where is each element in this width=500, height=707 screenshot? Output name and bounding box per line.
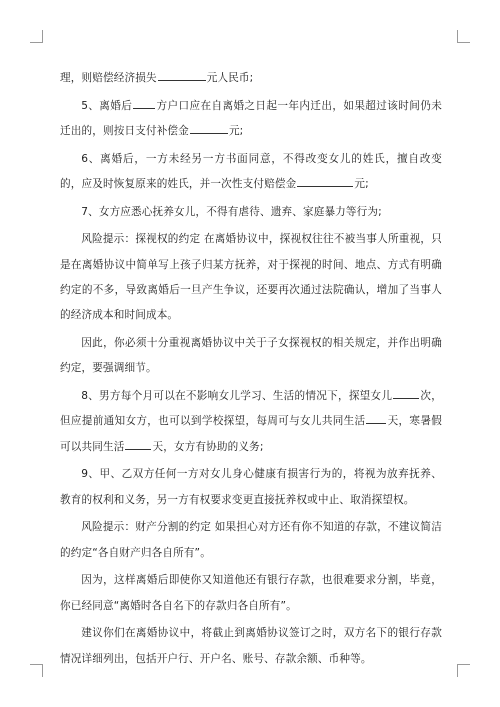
paragraph-text: 7、女方应悉心抚养女儿，不得有虐待、遗弃、家庭暴力等行为;: [81, 205, 382, 218]
fill-in-blank: [133, 96, 155, 109]
paragraph-text: 元;: [228, 125, 244, 137]
paragraph-p1: [60, 66, 442, 91]
paragraph-p8: [60, 462, 442, 513]
paragraph-p2: [60, 94, 442, 145]
paragraph-text: 风险提示：财产分割的约定 如果担心对方还有你不知道的存款，不建议简洁的约定“各自财产归各自所有”。: [60, 521, 442, 559]
paragraph-text: 元人民币;: [206, 72, 254, 84]
crop-mark-bottom-left: [30, 664, 43, 677]
paragraph-text: 次，但应提前通知女方，也可以到学校探望，每周可与女儿共同生活: [60, 390, 442, 428]
paragraph-p10: [60, 568, 442, 619]
document-body: [60, 66, 442, 674]
paragraph-text: 6、离婚后，一方未经另一方书面同意，不得改变女儿的姓氏，擅自改变的，应及时恢复原来的姓氏，并一次性支付赔偿金: [60, 152, 442, 190]
paragraph-text: 5、离婚后: [81, 99, 133, 112]
paragraph-p4: [60, 200, 442, 225]
paragraph-text: 天，女方有协助的义务;: [152, 440, 264, 453]
paragraph-p6: [60, 331, 442, 382]
paragraph-text: 天，寒暑假可以共同生活: [60, 415, 442, 453]
fill-in-blank: [393, 386, 419, 399]
crop-mark-top-right: [457, 30, 470, 43]
paragraph-text: 8、男方每个月可以在不影响女儿学习、生活的情况下，探望女儿: [81, 390, 393, 402]
paragraph-p5: [60, 227, 442, 329]
paragraph-text: 9、甲、乙双方任何一方对女儿身心健康有损害行为的，将视为放弃抚养、教育的权利和义务，另一方有权要求变更直接抚养权或中止、取消探望权。: [60, 468, 442, 506]
paragraph-p7: [60, 384, 442, 460]
crop-mark-top-left: [30, 30, 43, 43]
paragraph-p9: [60, 515, 442, 566]
paragraph-p3: [60, 147, 442, 198]
paragraph-text: 建议你们在离婚协议中，将截止到离婚协议签订之时，双方名下的银行存款情况详细列出，包括开户行、开户名、账号、存款余额、币种等。: [60, 627, 442, 665]
paragraph-text: 元;: [354, 178, 369, 190]
paragraph-text: 理，则赔偿经济损失: [60, 72, 157, 84]
paragraph-text: 方户口应在自离婚之日起一年内迁出，如果超过该时间仍未迁出的，则按日支付补偿金: [60, 99, 442, 137]
fill-in-blank: [190, 121, 228, 134]
fill-in-blank: [125, 437, 151, 450]
paragraph-p11: [60, 621, 442, 672]
fill-in-blank: [366, 411, 386, 424]
fill-in-blank: [297, 174, 353, 187]
paragraph-text: 风险提示：探视权的约定 在离婚协议中，探视权往往不被当事人所重视，只是在离婚协议中简单写上孩子归某方抚养，对于探视的时间、地点、方式有明确约定的不多，导致离婚后一旦产生争议，还要再次通过法院确认，增加了当事人的经济成本和时间成本。: [60, 233, 442, 322]
fill-in-blank: [158, 68, 206, 81]
crop-mark-bottom-right: [457, 664, 470, 677]
paragraph-text: 因此，你必须十分重视离婚协议中关于子女探视权的相关规定，并作出明确约定，要强调细节。: [60, 337, 442, 375]
paragraph-text: 因为，这样离婚后即使你又知道他还有银行存款，也很难要求分割，毕竟，你已经同意“离婚时各自名下的存款归各自所有”。: [60, 574, 442, 612]
